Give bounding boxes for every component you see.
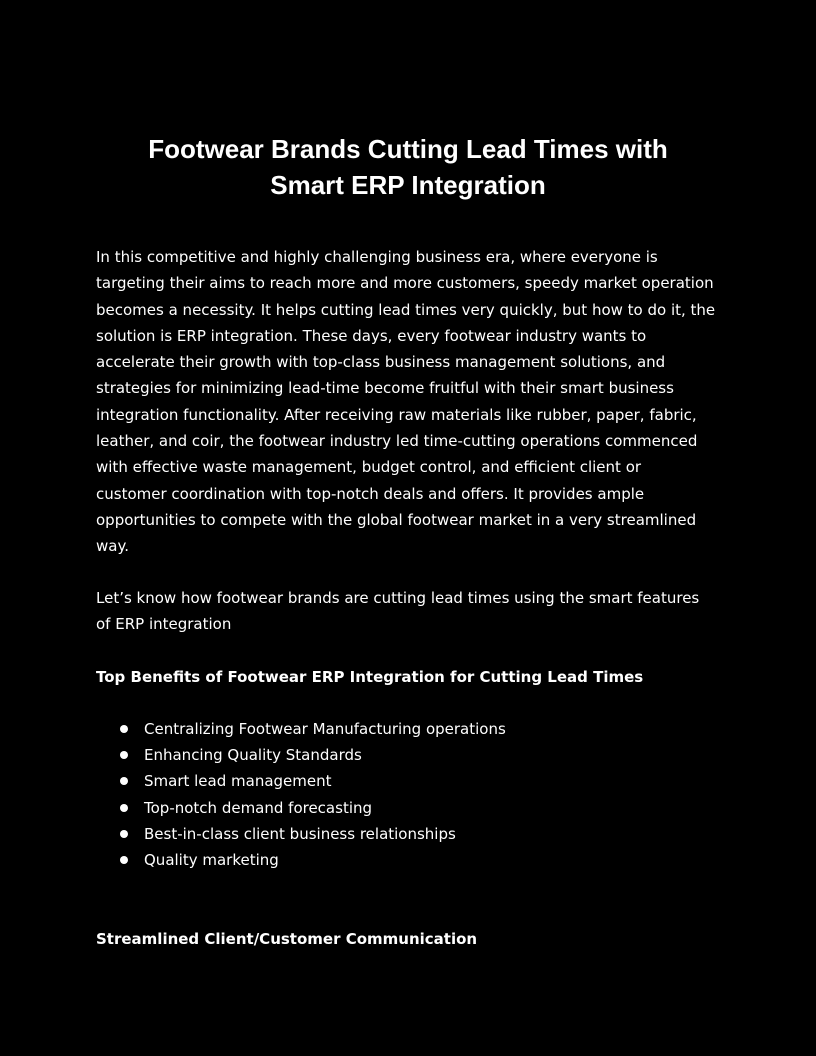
- intro-line: way.: [96, 537, 129, 556]
- title-line: Footwear Brands Cutting Lead Times with: [148, 134, 668, 164]
- intro-line: opportunities to compete with the global footwear market in a very streamlined: [96, 510, 697, 529]
- benefits-heading: Top Benefits of Footwear ERP Integration for Cutting Lead Times: [96, 668, 644, 686]
- bullet-icon: [120, 804, 128, 812]
- intro-line: solution is ERP integration. These days, every footwear industry wants to: [96, 326, 647, 345]
- lets-know-paragraph: [96, 585, 736, 638]
- list-item: [96, 821, 506, 847]
- list-item: [96, 847, 506, 873]
- bullet-icon: [120, 725, 128, 733]
- list-item-label: Smart lead management: [144, 772, 332, 791]
- bullet-icon: [120, 856, 128, 864]
- list-item: [96, 716, 506, 742]
- document-title: [96, 131, 720, 203]
- bullet-icon: [120, 751, 128, 759]
- intro-line: becomes a necessity. It helps cutting lead times very quickly, but how to do it, the: [96, 300, 716, 319]
- intro-line: with effective waste management, budget control, and efficient client or: [96, 458, 642, 477]
- list-item-label: Enhancing Quality Standards: [144, 746, 362, 765]
- lets-know-line: of ERP integration: [96, 615, 232, 634]
- benefits-list: [96, 716, 506, 873]
- list-item-label: Best-in-class client business relationships: [144, 824, 456, 843]
- list-item: [96, 768, 506, 794]
- intro-line: integration functionality. After receiving raw materials like rubber, paper, fabric,: [96, 405, 697, 424]
- lets-know-line: Let’s know how footwear brands are cutting lead times using the smart features: [96, 589, 700, 607]
- intro-line: strategies for minimizing lead-time become fruitful with their smart business: [96, 379, 674, 398]
- list-item: [96, 742, 506, 768]
- list-item-label: Quality marketing: [144, 850, 279, 869]
- intro-paragraph: [96, 244, 736, 560]
- bullet-icon: [120, 830, 128, 838]
- intro-line: leather, and coir, the footwear industry led time-cutting operations commenced: [96, 432, 698, 451]
- intro-line: In this competitive and highly challenging business era, where everyone is: [96, 248, 658, 266]
- intro-line: customer coordination with top-notch deals and offers. It provides ample: [96, 484, 645, 503]
- list-item-label: Centralizing Footwear Manufacturing operations: [144, 720, 506, 738]
- list-item-label: Top-notch demand forecasting: [144, 798, 373, 817]
- communication-heading: Streamlined Client/Customer Communication: [96, 930, 478, 948]
- intro-line: accelerate their growth with top-class business management solutions, and: [96, 353, 666, 372]
- list-item: [96, 795, 506, 821]
- bullet-icon: [120, 777, 128, 785]
- title-line: Smart ERP Integration: [270, 170, 546, 200]
- intro-line: targeting their aims to reach more and more customers, speedy market operation: [96, 274, 714, 293]
